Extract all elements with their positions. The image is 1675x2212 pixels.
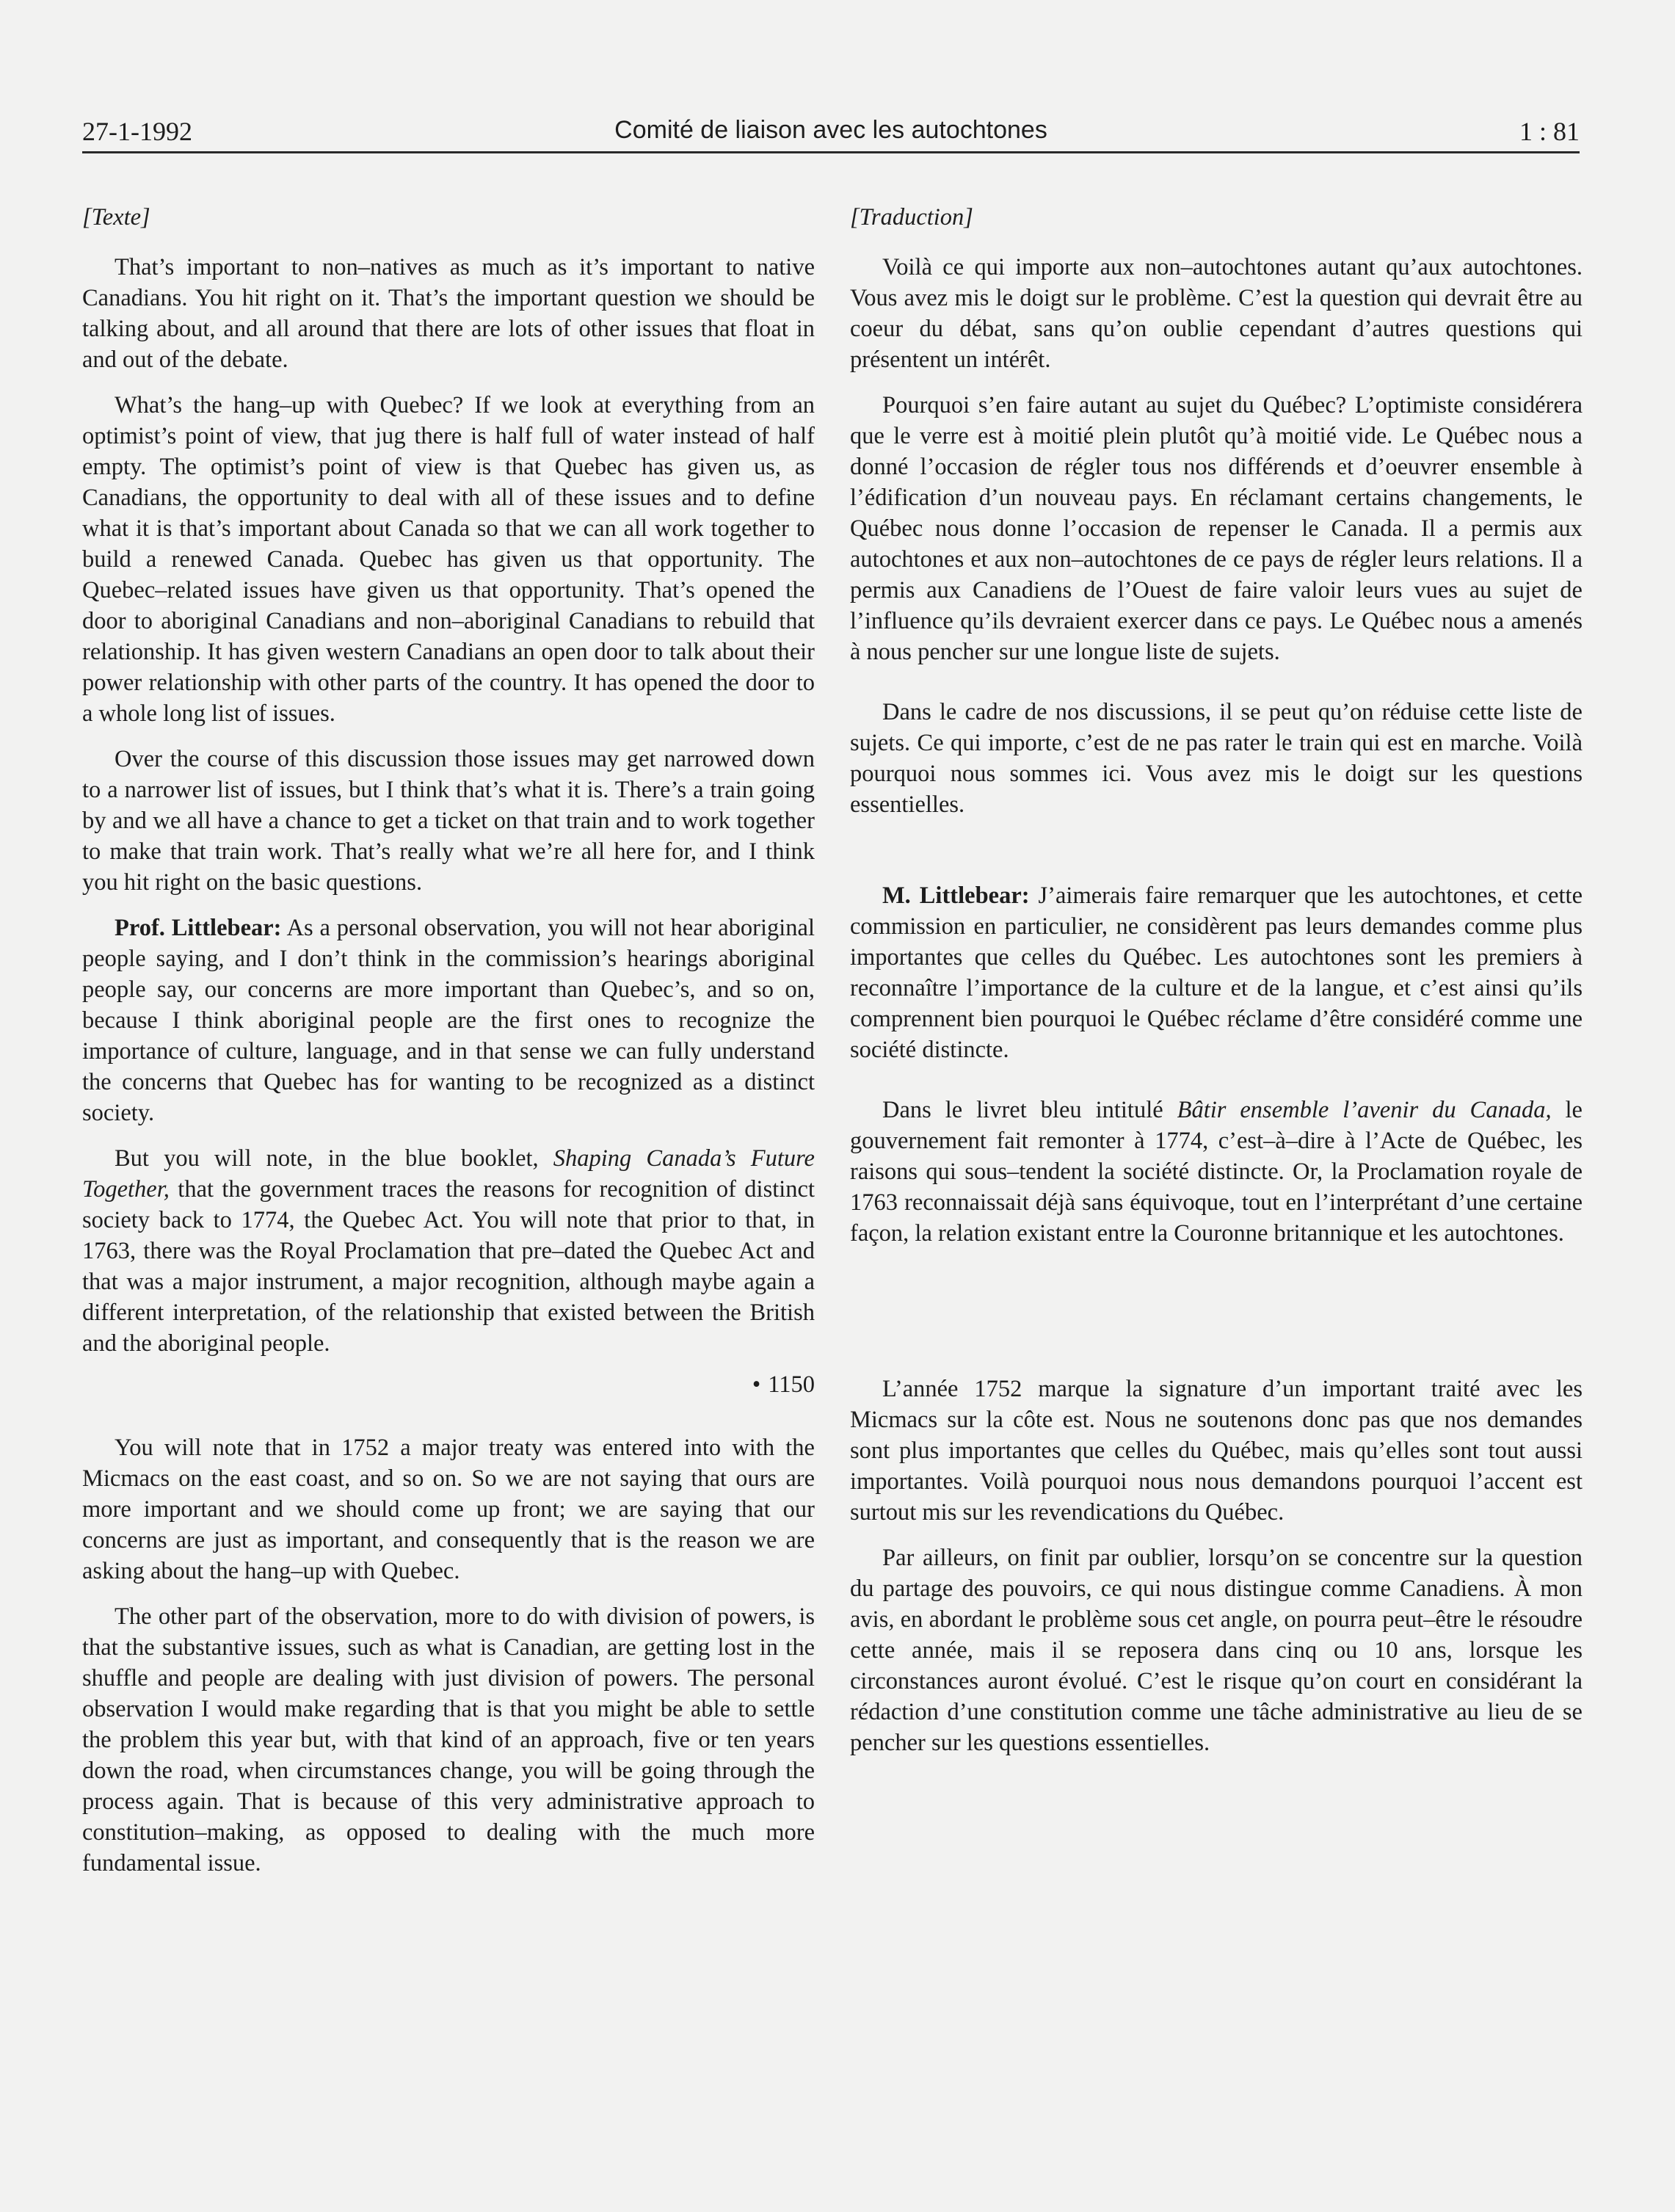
paragraph: Pourquoi s’en faire autant au sujet du Québec? L’optimiste considérera que le verre est à moitié plein plutôt qu’à moitié vide. Le Québec nous a donné l’occasion de régler tous nos différends et d’oeuvrer ensemble à l’édification d’un nouveau pays. En réclamant certains changements, le Québec nous donne l’occasion de repenser le Canada. Il a permis aux autochtones et aux non–autochtones de ce pays de régler leurs relations. Il a permis aux Canadiens de l’Ouest de faire valoir leurs vues au sujet de l’influence qu’ils devraient exercer dans ce pays. Le Québec nous a amenés à nous pencher sur une longue liste de sujets. (850, 392, 1583, 665)
section-label-texte: [Texte] (82, 204, 150, 231)
paragraph: Voilà ce qui importe aux non–autochtones autant qu’aux autochtones. Vous avez mis le doigt sur le problème. C’est la question qui devrait être au coeur du débat, sans qu’on oublie cependant d’autres questions qui présentent un intérêt. (850, 254, 1583, 373)
text-span: that the government traces the reasons for recognition of distinct society back to 1774, the Quebec Act. You will note that prior to that, in 1763, there was the Royal Proclamation that pre–dated the Quebec Act and that was a major instrument, a major recognition, although maybe again a different interpretation, of the relationship that existed between the British and the aboriginal people. (82, 1176, 815, 1357)
booklet-title: Shaping Canada’s Future Together, (82, 1145, 815, 1203)
speaker-text: J’aimerais faire remarquer que les autochtones, et cette commission en particulier, ne considèrent pas leurs demandes comme plus importantes que celles du Québec. Les autochtones sont les premiers à reconnaître l’importance de la culture et de la langue, et c’est ainsi qu’ils comprennent bien pourquoi le Québec réclame d’être considéré comme une société distincte. (850, 882, 1583, 1063)
speaker-name: M. Littlebear: (882, 882, 1030, 909)
paragraph: The other part of the observation, more to do with division of powers, is that the substantive issues, such as what is Canadian, are getting lost in the shuffle and people are dealing with just division of powers. The personal observation I would make regarding that is that you might be able to settle the problem this year but, with that kind of an approach, five or ten years down the road, when circumstances change, you will be going through the process again. That is because of this very administrative approach to constitution–making, as opposed to dealing with the much more fundamental issue. (82, 1603, 815, 1876)
paragraph: Over the course of this discussion those issues may get narrowed down to a narrower list of issues, but I think that’s what it is. There’s a train going by and we all have a chance to get a ticket on that train and to work together to make that train work. That’s really what we’re all here for, and I think you hit right on the basic questions. (82, 746, 815, 896)
time-marker-text: • 1150 (752, 1371, 815, 1398)
paragraph: That’s important to non–natives as much as it’s important to native Canadians. You hit right on it. That’s the important question we should be talking about, and all around that there are lots of other issues that float in and out of the debate. (82, 254, 815, 373)
paragraph (850, 1095, 1583, 1249)
header-date: 27-1-1992 (82, 117, 192, 146)
text-span: le gouvernement fait remonter à 1774, c’est–à–dire à l’Acte de Québec, les raisons qui sous–tendent la société distincte. Or, la Proclamation royale de 1763 reconnaissait déjà sans équivoque, tout en l’interprétant d’une certaine façon, la relation existant entre la Couronne britannique et les autochtones. (850, 1097, 1583, 1247)
paragraph-speaker (82, 913, 815, 1128)
header-page-number: 1 : 81 (1519, 117, 1580, 146)
header-title: Comité de liaison avec les autochtones (614, 116, 1047, 144)
french-column (850, 202, 1583, 1758)
speaker-name: Prof. Littlebear: (115, 915, 282, 941)
paragraph: L’année 1752 marque la signature d’un important traité avec les Micmacs sur la côte est. Nous ne soutenons donc pas que nos demandes sont plus importantes que celles du Québec, mais qu’elles sont tout aussi importantes. Voilà pourquoi nous nous demandons pourquoi l’accent est surtout mis sur les revendications du Québec. (850, 1376, 1583, 1526)
paragraph: Dans le cadre de nos discussions, il se peut qu’on réduise cette liste de sujets. Ce qui importe, c’est de ne pas rater le train qui est en marche. Voilà pourquoi nous sommes ici. Vous avez mis le doigt sur les questions essentielles. (850, 699, 1583, 818)
page-header (82, 112, 1580, 153)
paragraph-speaker (850, 880, 1583, 1065)
paragraph: You will note that in 1752 a major treaty was entered into with the Micmacs on the east coast, and so on. So we are not saying that ours are more important and we should come up front; we are saying that our concerns are just as important, and consequently that is the reason we are asking about the hang–up with Quebec. (82, 1435, 815, 1584)
english-column (82, 202, 815, 1879)
text-span: Dans le livret bleu intitulé (882, 1097, 1177, 1123)
paragraph (82, 1143, 815, 1359)
time-marker (82, 1369, 815, 1400)
speaker-text: As a personal observation, you will not hear aboriginal people saying, and I don’t think in the commission’s hearings aboriginal people say, our concerns are more important than Quebec’s, and so on, because I think aboriginal people are the first ones to recognize the importance of culture, language, and in that sense we can fully understand the concerns that Quebec has for wanting to be recognized as a distinct society. (82, 915, 815, 1126)
paragraph: What’s the hang–up with Quebec? If we look at everything from an optimist’s point of view, that jug there is half full of water instead of half empty. The optimist’s point of view is that Quebec has given us, as Canadians, the opportunity to deal with all of these issues and to define what it is that’s important about Canada so that we can all work together to build a renewed Canada. Quebec has given us that opportunity. The Quebec–related issues have given us that opportunity. That’s opened the door to aboriginal Canadians and non–aboriginal Canadians to rebuild that relationship. It has given western Canadians an open door to talk about their power relationship with other parts of the country. It has opened the door to a whole long list of issues. (82, 392, 815, 727)
booklet-title: Bâtir ensemble l’avenir du Canada, (1177, 1097, 1552, 1123)
paragraph: Par ailleurs, on finit par oublier, lorsqu’on se concentre sur la question du partage des pouvoirs, ce qui nous distingue comme Canadiens. À mon avis, en abordant le problème sous cet angle, on pourra peut–être le résoudre cette année, mais il se reposera dans cinq ou 10 ans, lorsque les circonstances auront évolué. C’est le risque qu’on court en considérant la rédaction d’une constitution comme une tâche administrative au lieu de se pencher sur les questions essentielles. (850, 1545, 1583, 1756)
section-label-traduction: [Traduction] (850, 204, 973, 231)
text-span: But you will note, in the blue booklet, (115, 1145, 553, 1172)
